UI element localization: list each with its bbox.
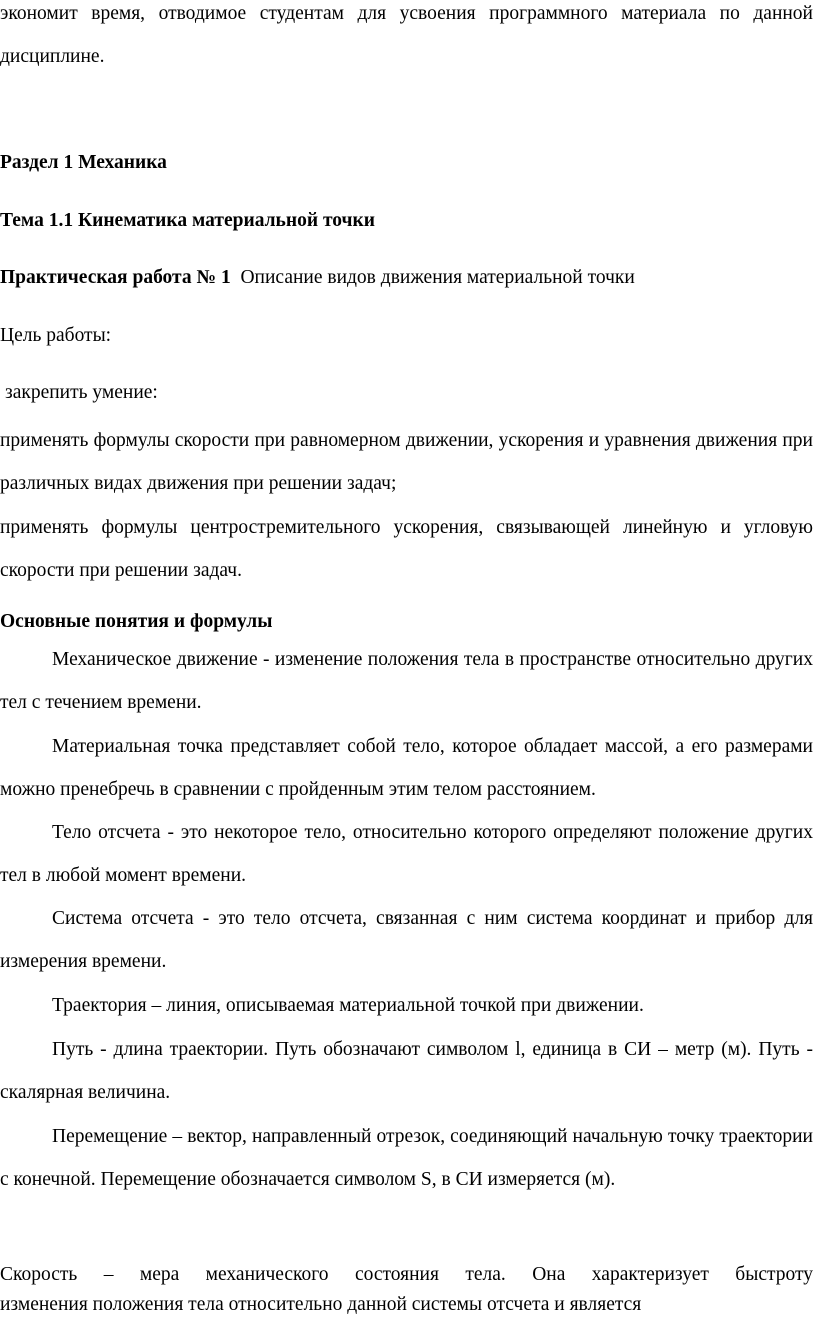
definition-paragraph: Тело отсчета - это некоторое тело, относительно которого определяют положение других тел в любой момент времени. — [0, 822, 813, 886]
goal-heading: Цель работы: — [0, 325, 112, 346]
section-title: Раздел 1 Механика — [0, 152, 167, 173]
definition-paragraph: Материальная точка представляет собой тело, которое обладает массой, а его размерами можно пренебречь в сравнении с пройденным этим телом расстоянием. — [0, 736, 813, 800]
definition-paragraph: Траектория – линия, описываемая материальной точкой при движении. — [52, 995, 644, 1016]
goal-lead: закрепить умение: — [5, 382, 158, 403]
speed-paragraph-line: Скорость – мера механического состояния тела. Она характеризует быстроту — [0, 1264, 813, 1285]
goal-item: применять формулы центростремительного ускорения, связывающей линейную и угловую скорости при решении задач. — [0, 517, 813, 581]
definition-paragraph: Механическое движение - изменение положения тела в пространстве относительно других тел с течением времени. — [0, 649, 813, 713]
practical-work-title: Описание видов движения материальной точки — [240, 267, 635, 288]
definition-paragraph: Перемещение – вектор, направленный отрезок, соединяющий начальную точку траектории с конечной. Перемещение обозначается символом S, в СИ измеряется (м). — [0, 1126, 813, 1190]
definition-paragraph: Система отсчета - это тело отсчета, связанная с ним система координат и прибор для измерения времени. — [0, 908, 813, 972]
speed-paragraph-line: изменения положения тела относительно данной системы отсчета и является — [0, 1294, 642, 1315]
concepts-heading: Основные понятия и формулы — [0, 611, 273, 632]
practical-work-label: Практическая работа № 1 — [0, 267, 231, 288]
topic-title: Тема 1.1 Кинематика материальной точки — [0, 210, 375, 231]
goal-item: применять формулы скорости при равномерном движении, ускорения и уравнения движения при различных видах движения при решении задач; — [0, 430, 813, 494]
definition-paragraph: Путь - длина траектории. Путь обозначают символом l, единица в СИ – метр (м). Путь - скалярная величина. — [0, 1039, 813, 1103]
practical-work-line — [0, 266, 813, 290]
intro-paragraph: экономит время, отводимое студентам для усвоения программного материала по данной дисциплине. — [0, 3, 813, 67]
